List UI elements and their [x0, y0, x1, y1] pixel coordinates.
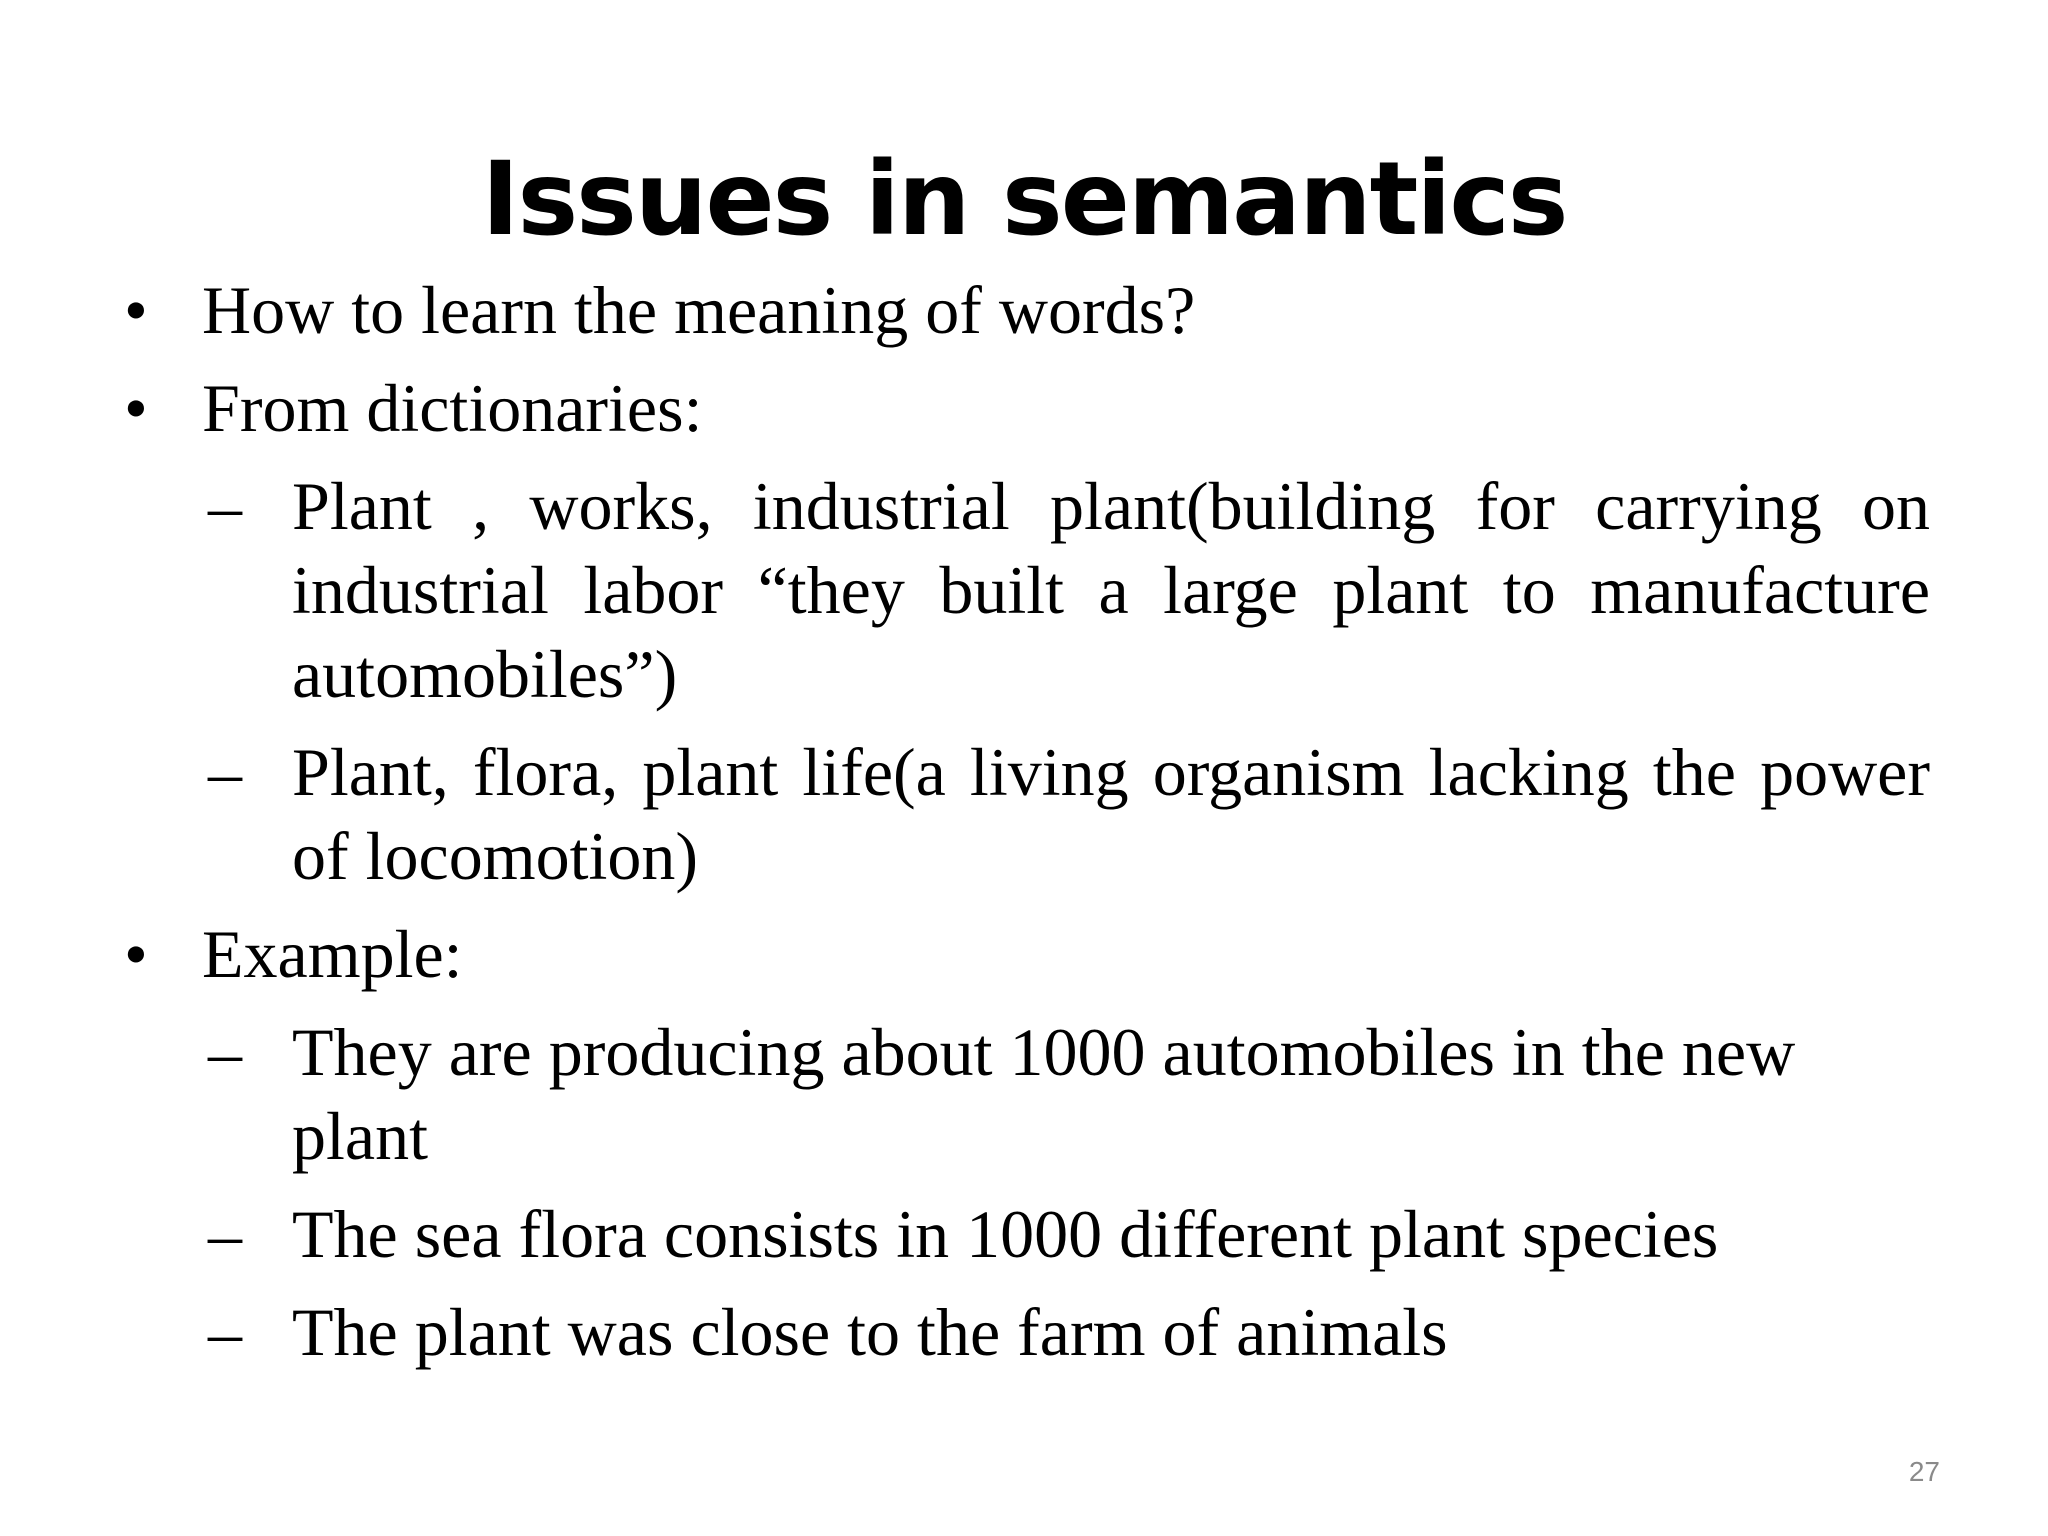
dash-marker: –	[208, 1196, 242, 1272]
slide-body	[0, 268, 2048, 1388]
dash-marker: –	[208, 1294, 242, 1370]
sub-bullet-text: They are producing about 1000 automobiles in the new plant	[292, 1014, 1796, 1174]
page-number: 27	[1908, 1456, 1940, 1487]
dash-marker: –	[208, 734, 242, 810]
sub-bullet-item	[208, 1010, 1930, 1178]
dash-marker: –	[208, 468, 242, 544]
sub-bullet-text: The plant was close to the farm of animals	[292, 1294, 1448, 1370]
sub-bullet-text: The sea flora consists in 1000 different plant species	[292, 1196, 1719, 1272]
bullet-text: From dictionaries:	[202, 370, 703, 446]
bullet-item	[124, 268, 1952, 352]
sub-bullet-text: Plant, flora, plant life(a living organism lacking the power of locomotion)	[292, 734, 1930, 894]
bullet-marker: •	[124, 272, 148, 348]
sub-bullet-text: Plant , works, industrial plant(building for carrying on industrial labor “they built a large plant to manufacture automobiles”)	[292, 468, 1930, 712]
sub-bullet-item	[208, 464, 1930, 716]
sub-bullet-item	[208, 730, 1930, 898]
bullet-marker: •	[124, 916, 148, 992]
bullet-text: Example:	[202, 916, 463, 992]
sub-bullet-item	[208, 1192, 1930, 1276]
slide-title: Issues in semantics	[481, 140, 1567, 259]
bullet-text: How to learn the meaning of words?	[202, 272, 1196, 348]
sub-bullet-item	[208, 1290, 1930, 1374]
bullet-item	[124, 366, 1952, 450]
bullet-marker: •	[124, 370, 148, 446]
bullet-item	[124, 912, 1952, 996]
dash-marker: –	[208, 1014, 242, 1090]
